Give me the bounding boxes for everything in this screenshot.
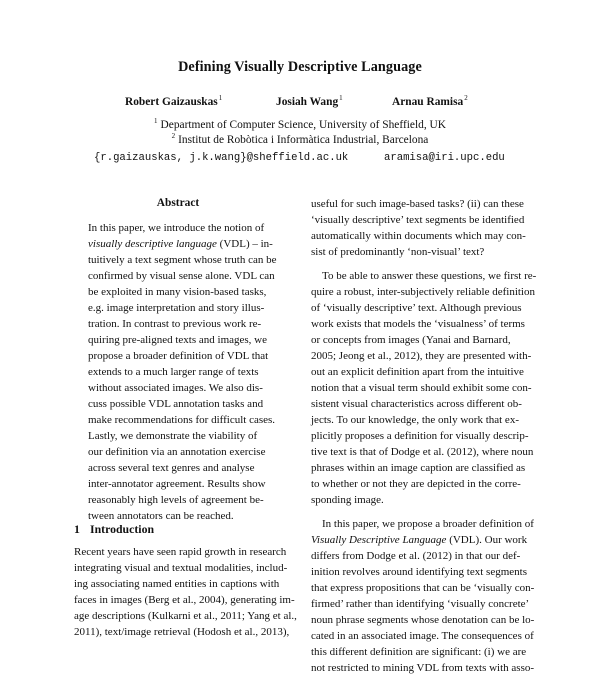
right-line: that express propositions that can be ‘visually con- [311, 582, 535, 594]
abstract-line: reasonably high levels of agreement be- [88, 494, 264, 506]
abstract-line: Lastly, we demonstrate the viability of [88, 430, 258, 442]
right-line: notion that a visual term should exhibit some con- [311, 382, 532, 394]
author-ramisa: Arnau Ramisa$^2$ [392, 94, 468, 108]
abstract-line: across several text genres and analyse [88, 462, 255, 474]
right-line: sist of predominantly ‘non-visual’ text? [311, 246, 485, 258]
intro-line: faces in images (Berg et al., 2004), generating im- [74, 594, 295, 606]
abstract-line: tration. In contrast to previous work re- [88, 318, 262, 330]
abstract-line: propose a broader definition of VDL that [88, 350, 269, 362]
abstract-line: without associated images. We also dis- [88, 382, 263, 394]
right-line: firmed’ rather than identifying ‘visually concrete’ [311, 598, 530, 610]
right-line: sponding image. [311, 494, 384, 506]
right-line: 2005; Jeong et al., 2012), they are presented with- [311, 350, 532, 362]
author-wang: Josiah Wang$^1$ [276, 94, 343, 108]
right-line: or concepts from images (Yanai and Barnard, [311, 334, 511, 346]
intro-line: integrating visual and textual modalities, includ- [74, 562, 288, 574]
affiliation-sheffield: $^1$ Department of Computer Science, University of Sheffield, UK [154, 117, 446, 131]
intro-line: 2011), text/image retrieval (Hodosh et al., 2013), [74, 626, 290, 638]
intro-line: Recent years have seen rapid growth in research [74, 546, 287, 558]
right-line: automatically within documents which may con- [311, 230, 526, 242]
intro-line: ing associating named entities in captions with [74, 578, 280, 590]
abstract-line: In this paper, we introduce the notion of [88, 222, 265, 234]
abstract-line: confirmed by visual sense alone. VDL can [88, 270, 275, 282]
author-gaizauskas: Robert Gaizauskas$^1$ [125, 94, 223, 108]
abstract-line: make recommendations for difficult cases. [88, 414, 276, 426]
affiliation-iri: $^2$ Institut de Robòtica i Informàtica Industrial, Barcelona [171, 132, 429, 146]
right-line: tive text is that of Dodge et al. (2012), where noun [311, 446, 534, 458]
term-vdl: visually descriptive language [88, 238, 217, 250]
abstract-line: our definition via an annotation exercise [88, 446, 266, 458]
intro-line: age descriptions (Kulkarni et al., 2011; Yang et al., [74, 610, 297, 622]
right-line: work exists that models the ‘visualness’ of terms [311, 318, 525, 330]
abstract-line: be exploited in many vision-based tasks, [88, 286, 267, 298]
right-line: out an explicit definition apart from the intuitive [311, 366, 524, 378]
right-line: Visually Descriptive Language (VDL). Our work [311, 534, 528, 546]
right-line: plicitly proposes a definition for visually descrip- [311, 430, 529, 442]
abstract-line: tuitively a text segment whose truth can be [88, 254, 277, 266]
abstract-line: visually descriptive language (VDL) – in- [88, 238, 273, 250]
abstract-line: inter-annotator agreement. Results show [88, 478, 266, 490]
right-line: jects. To our knowledge, the only work that ex- [311, 414, 519, 426]
section-title-introduction: Introduction [90, 522, 155, 536]
right-line: useful for such image-based tasks? (ii) can these [311, 198, 524, 210]
right-line: cated in an associated image. The consequences of [311, 630, 534, 642]
abstract-line: quiring pre-aligned texts and images, we [88, 334, 268, 346]
page-title: Defining Visually Descriptive Language [178, 59, 422, 75]
abstract-line: e.g. image interpretation and story illus- [88, 302, 265, 314]
abstract-line: cuss possible VDL annotation tasks and [88, 398, 264, 410]
right-line: phrases within an image caption are classified as [311, 462, 526, 474]
right-line: quire a robust, inter-subjectively reliable definition [311, 286, 535, 298]
right-line: sistent visual characteristics across different ob- [311, 398, 522, 410]
right-line: In this paper, we propose a broader definition of [322, 518, 534, 530]
right-line: ‘visually descriptive’ text segments be identified [311, 214, 525, 226]
right-line: differs from Dodge et al. (2012) in that our def- [311, 550, 521, 562]
right-line: noun phrase segments whose denotation can be lo- [311, 614, 535, 626]
email-iri: aramisa@iri.upc.edu [384, 152, 505, 164]
right-line: this different definition are significant: (i) we are [311, 646, 527, 658]
abstract-line: tween annotators can be reached. [88, 510, 234, 522]
section-number: 1 [74, 522, 80, 536]
right-line: not restricted to mining VDL from texts with asso- [311, 662, 535, 674]
abstract-heading: Abstract [156, 197, 200, 209]
term-vdl: Visually Descriptive Language [311, 534, 447, 546]
right-line: of ‘visually descriptive’ text. Although previous [311, 302, 522, 314]
right-line: to whether or not they are depicted in the corre- [311, 478, 521, 490]
right-line: To be able to answer these questions, we first re- [322, 270, 537, 282]
email-sheffield: {r.gaizauskas, j.k.wang}@sheffield.ac.uk [94, 152, 349, 164]
right-line: inition revolves around identifying text segments [311, 566, 527, 578]
abstract-line: extends to a much larger range of texts [88, 366, 259, 378]
